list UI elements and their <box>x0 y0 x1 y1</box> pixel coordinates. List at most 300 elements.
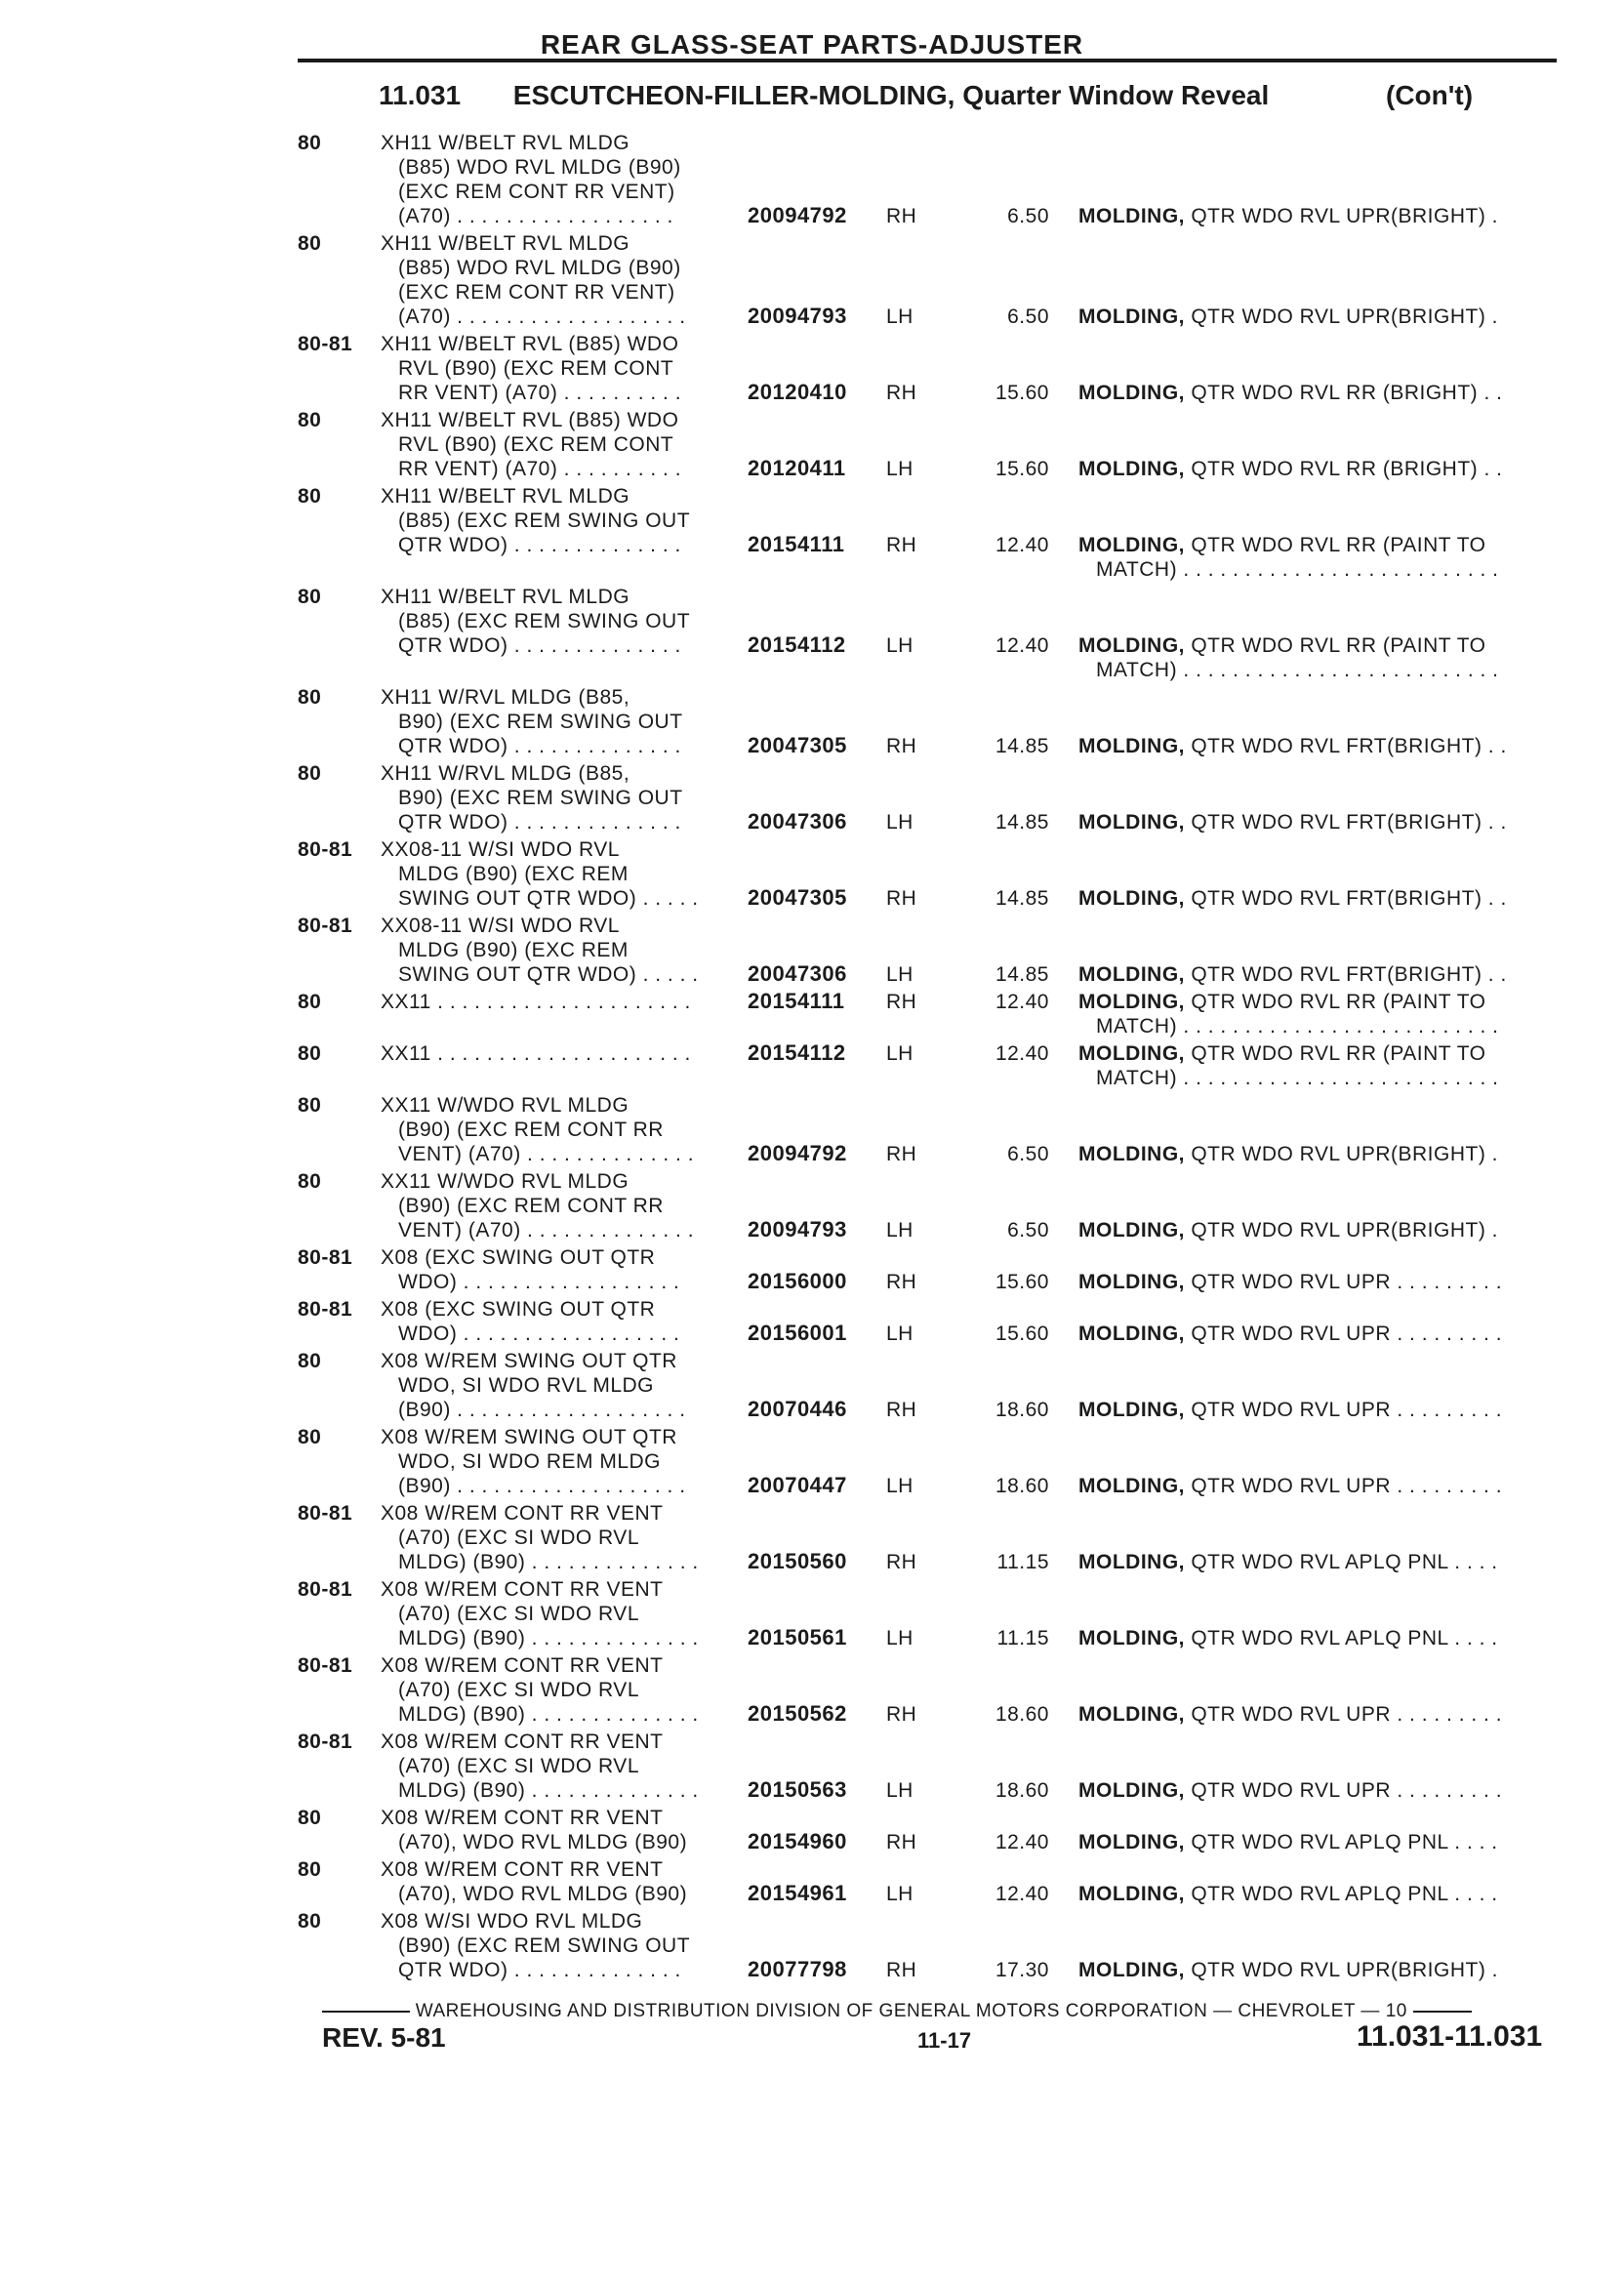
part-name-type: MOLDING, <box>1078 1399 1185 1421</box>
part-name-detail: QTR WDO RVL UPR . . . . . . . . . <box>1185 1399 1503 1421</box>
description-line: XX08-11 W/SI WDO RVL <box>381 915 620 937</box>
entry-description <box>381 408 751 481</box>
price: 15.60 <box>995 382 1049 404</box>
description-line: (A70) . . . . . . . . . . . . . . . . . . <box>398 205 673 227</box>
part-name-detail: QTR WDO RVL FRT(BRIGHT) . . <box>1185 735 1507 757</box>
part-name-detail: QTR WDO RVL UPR . . . . . . . . . <box>1185 1475 1503 1497</box>
description-line: QTR WDO) . . . . . . . . . . . . . . <box>398 735 681 757</box>
price: 14.85 <box>995 887 1049 910</box>
description-line: RR VENT) (A70) . . . . . . . . . . <box>398 382 682 404</box>
entry-description <box>381 1169 751 1242</box>
description-line: X08 W/SI WDO RVL MLDG <box>381 1910 643 1933</box>
part-name-type: MOLDING, <box>1078 205 1185 227</box>
part-number: 20150561 <box>748 1625 847 1649</box>
part-name <box>1078 1778 1557 1803</box>
parts-entry <box>0 914 1624 990</box>
entry-description <box>381 1730 751 1803</box>
part-number: 20047306 <box>748 809 847 834</box>
description-line: QTR WDO) . . . . . . . . . . . . . . <box>398 1959 681 1981</box>
part-name <box>1078 1041 1557 1090</box>
description-line: XH11 W/BELT RVL MLDG <box>381 485 630 508</box>
description-line: XX11 W/WDO RVL MLDG <box>381 1094 629 1117</box>
part-number: 20154961 <box>748 1881 847 1905</box>
part-name <box>1078 204 1557 228</box>
part-name-type: MOLDING, <box>1078 1551 1185 1573</box>
description-line: MLDG (B90) (EXC REM <box>398 863 629 885</box>
description-line: (A70), WDO RVL MLDG (B90) <box>398 1831 688 1853</box>
parts-entry <box>0 332 1624 408</box>
price: 6.50 <box>1007 1219 1049 1242</box>
section-heading <box>379 80 1550 111</box>
parts-entry <box>0 1909 1624 1985</box>
entry-description <box>381 1577 751 1650</box>
price: 18.60 <box>995 1399 1049 1421</box>
description-line: XH11 W/BELT RVL MLDG <box>381 586 630 608</box>
description-line: MLDG) (B90) . . . . . . . . . . . . . . <box>398 1627 699 1649</box>
part-name <box>1078 886 1557 911</box>
part-name-detail: QTR WDO RVL RR (PAINT TO <box>1185 991 1486 1013</box>
part-name-detail: QTR WDO RVL FRT(BRIGHT) . . <box>1185 887 1507 910</box>
description-line: X08 W/REM CONT RR VENT <box>381 1654 664 1677</box>
part-name-detail: QTR WDO RVL APLQ PNL . . . . <box>1185 1883 1498 1905</box>
entry-description <box>381 1093 751 1166</box>
parts-entry <box>0 585 1624 685</box>
part-name-detail: QTR WDO RVL UPR . . . . . . . . . <box>1185 1271 1503 1293</box>
part-name <box>1078 1958 1557 1982</box>
part-name <box>1078 734 1557 758</box>
section-subtitle: Quarter Window Reveal <box>962 80 1270 110</box>
part-name <box>1078 1626 1557 1650</box>
entry-year: 80 <box>298 1170 322 1193</box>
part-number: 20156000 <box>748 1269 847 1293</box>
description-line: X08 W/REM CONT RR VENT <box>381 1807 664 1829</box>
description-line: SWING OUT QTR WDO) . . . . . <box>398 887 699 910</box>
entry-year: 80 <box>298 1807 322 1829</box>
description-line: (A70), WDO RVL MLDG (B90) <box>398 1883 688 1905</box>
description-line: (A70) (EXC SI WDO RVL <box>398 1679 639 1701</box>
part-name <box>1078 457 1557 481</box>
parts-entry <box>0 1349 1624 1425</box>
side-indicator: RH <box>886 887 917 910</box>
entry-year: 80-81 <box>298 1578 353 1601</box>
part-name <box>1078 633 1557 682</box>
description-line: VENT) (A70) . . . . . . . . . . . . . . <box>398 1143 695 1165</box>
revision-label: REV. 5-81 <box>322 2022 446 2053</box>
description-line: X08 W/REM CONT RR VENT <box>381 1578 664 1601</box>
description-line: XH11 W/RVL MLDG (B85, <box>381 762 630 785</box>
price: 12.40 <box>995 534 1049 556</box>
price: 12.40 <box>995 1042 1049 1065</box>
entry-year: 80-81 <box>298 333 353 355</box>
description-line: WDO) . . . . . . . . . . . . . . . . . . <box>398 1323 680 1345</box>
side-indicator: LH <box>886 1779 914 1802</box>
part-number: 20154112 <box>748 1040 846 1065</box>
side-indicator: LH <box>886 1323 914 1345</box>
entry-description <box>381 761 751 835</box>
side-indicator: LH <box>886 1219 914 1242</box>
price: 18.60 <box>995 1779 1049 1802</box>
parts-entry <box>0 484 1624 585</box>
price: 14.85 <box>995 963 1049 986</box>
description-line: WDO, SI WDO REM MLDG <box>398 1450 661 1473</box>
section-title: ESCUTCHEON-FILLER-MOLDING, <box>512 80 955 110</box>
entry-description <box>381 131 751 228</box>
part-name-continuation: MATCH) . . . . . . . . . . . . . . . . . . . . . . . . . . <box>1096 659 1499 681</box>
continued-label: (Con't) <box>1386 80 1474 110</box>
part-name-type: MOLDING, <box>1078 1143 1185 1165</box>
part-name <box>1078 810 1557 835</box>
parts-entry <box>0 1041 1624 1093</box>
entry-year: 80 <box>298 1350 322 1372</box>
description-line: MLDG) (B90) . . . . . . . . . . . . . . <box>398 1779 699 1802</box>
description-line: XH11 W/BELT RVL (B85) WDO <box>381 333 679 355</box>
parts-entry <box>0 231 1624 332</box>
parts-entry <box>0 761 1624 837</box>
part-number: 20154960 <box>748 1829 847 1853</box>
description-line: QTR WDO) . . . . . . . . . . . . . . <box>398 534 681 556</box>
side-indicator: RH <box>886 534 917 556</box>
footer-rule-right <box>1413 2011 1472 2013</box>
part-name-detail: QTR WDO RVL APLQ PNL . . . . <box>1185 1627 1498 1649</box>
description-line: (B85) (EXC REM SWING OUT <box>398 509 691 532</box>
part-name-type: MOLDING, <box>1078 634 1185 657</box>
entry-description <box>381 990 751 1014</box>
description-line: (B90) (EXC REM SWING OUT <box>398 1934 691 1957</box>
entry-year: 80 <box>298 1094 322 1117</box>
side-indicator: RH <box>886 1271 917 1293</box>
entry-description <box>381 1041 751 1066</box>
description-line: (B85) WDO RVL MLDG (B90) <box>398 156 681 179</box>
entry-year: 80 <box>298 1042 322 1065</box>
part-name-type: MOLDING, <box>1078 382 1185 404</box>
description-line: X08 W/REM SWING OUT QTR <box>381 1350 677 1372</box>
price: 11.15 <box>996 1627 1049 1649</box>
part-name-type: MOLDING, <box>1078 534 1185 556</box>
part-name <box>1078 1218 1557 1242</box>
part-name <box>1078 1474 1557 1498</box>
entry-year: 80-81 <box>298 1654 353 1677</box>
part-name-detail: QTR WDO RVL RR (PAINT TO <box>1185 634 1486 657</box>
parts-entry <box>0 685 1624 761</box>
description-line: (A70) (EXC SI WDO RVL <box>398 1755 639 1777</box>
side-indicator: LH <box>886 963 914 986</box>
side-indicator: RH <box>886 1831 917 1853</box>
part-number: 20094792 <box>748 1141 847 1165</box>
part-name-type: MOLDING, <box>1078 887 1185 910</box>
price: 12.40 <box>995 1883 1049 1905</box>
part-number: 20077798 <box>748 1957 847 1981</box>
part-name <box>1078 1882 1557 1906</box>
description-line: MLDG) (B90) . . . . . . . . . . . . . . <box>398 1703 699 1726</box>
description-line: X08 W/REM SWING OUT QTR <box>381 1426 677 1448</box>
description-line: MLDG) (B90) . . . . . . . . . . . . . . <box>398 1551 699 1573</box>
part-name-detail: QTR WDO RVL UPR(BRIGHT) . <box>1185 1143 1499 1165</box>
part-name <box>1078 1270 1557 1294</box>
description-line: WDO) . . . . . . . . . . . . . . . . . . <box>398 1271 680 1293</box>
part-number: 20094792 <box>748 203 847 227</box>
side-indicator: RH <box>886 1551 917 1573</box>
part-number: 20047305 <box>748 885 847 910</box>
description-line: X08 W/REM CONT RR VENT <box>381 1858 664 1881</box>
part-number: 20154112 <box>748 632 846 657</box>
side-indicator: RH <box>886 1959 917 1981</box>
entry-description <box>381 1909 751 1982</box>
part-number: 20120411 <box>748 456 846 480</box>
description-line: (B90) (EXC REM CONT RR <box>398 1195 664 1217</box>
description-line: XH11 W/BELT RVL MLDG <box>381 232 630 255</box>
entry-year: 80 <box>298 132 322 154</box>
part-name-type: MOLDING, <box>1078 1831 1185 1853</box>
part-name-detail: QTR WDO RVL RR (BRIGHT) . . <box>1185 382 1503 404</box>
part-number: 20094793 <box>748 304 847 328</box>
part-name-continuation: MATCH) . . . . . . . . . . . . . . . . . . . . . . . . . . <box>1096 1067 1499 1089</box>
side-indicator: RH <box>886 382 917 404</box>
description-line: (B90) . . . . . . . . . . . . . . . . . . . <box>398 1475 686 1497</box>
entry-year: 80 <box>298 1910 322 1933</box>
description-line: X08 W/REM CONT RR VENT <box>381 1502 664 1525</box>
side-indicator: LH <box>886 634 914 657</box>
part-name-detail: QTR WDO RVL UPR . . . . . . . . . <box>1185 1779 1503 1802</box>
description-line: XH11 W/RVL MLDG (B85, <box>381 686 630 709</box>
side-indicator: RH <box>886 1703 917 1726</box>
part-number: 20070446 <box>748 1397 847 1421</box>
entry-year: 80-81 <box>298 1502 353 1525</box>
part-name-type: MOLDING, <box>1078 1703 1185 1726</box>
entry-description <box>381 1857 751 1906</box>
part-name <box>1078 1398 1557 1422</box>
parts-entry <box>0 131 1624 231</box>
side-indicator: LH <box>886 305 914 328</box>
entry-year: 80-81 <box>298 1730 353 1753</box>
description-line: (A70) (EXC SI WDO RVL <box>398 1527 639 1549</box>
parts-list <box>0 131 1624 1985</box>
part-name-detail: QTR WDO RVL RR (BRIGHT) . . <box>1185 458 1503 480</box>
part-name <box>1078 1322 1557 1346</box>
description-line: (A70) (EXC SI WDO RVL <box>398 1603 639 1625</box>
part-name <box>1078 381 1557 405</box>
section-number: 11.031 <box>379 80 462 110</box>
price: 14.85 <box>995 811 1049 834</box>
price: 6.50 <box>1007 1143 1049 1165</box>
entry-year: 80-81 <box>298 838 353 861</box>
part-name-type: MOLDING, <box>1078 1883 1185 1905</box>
part-number: 20120410 <box>748 380 847 404</box>
section-range: 11.031-11.031 <box>1357 2020 1543 2053</box>
part-name-type: MOLDING, <box>1078 735 1185 757</box>
description-line: XX11 W/WDO RVL MLDG <box>381 1170 629 1193</box>
price: 18.60 <box>995 1475 1049 1497</box>
entry-description <box>381 837 751 911</box>
part-name-type: MOLDING, <box>1078 305 1185 328</box>
part-name-detail: QTR WDO RVL UPR(BRIGHT) . <box>1185 1959 1499 1981</box>
side-indicator: LH <box>886 1627 914 1649</box>
description-line: (B85) (EXC REM SWING OUT <box>398 610 691 632</box>
description-line: RVL (B90) (EXC REM CONT <box>398 433 674 456</box>
parts-entry <box>0 1425 1624 1501</box>
side-indicator: RH <box>886 1143 917 1165</box>
footer-publisher-text: WAREHOUSING AND DISTRIBUTION DIVISION OF GENERAL MOTORS CORPORATION — CHEVROLET — 10 <box>415 2001 1407 2021</box>
parts-entry <box>0 837 1624 914</box>
price: 11.15 <box>996 1551 1049 1573</box>
part-name-type: MOLDING, <box>1078 991 1185 1013</box>
footer-publisher <box>322 2001 1562 2022</box>
entry-description <box>381 1245 751 1294</box>
description-line: RR VENT) (A70) . . . . . . . . . . <box>398 458 682 480</box>
part-name <box>1078 962 1557 987</box>
price: 18.60 <box>995 1703 1049 1726</box>
part-name <box>1078 1702 1557 1727</box>
entry-year: 80 <box>298 485 322 508</box>
side-indicator: LH <box>886 1475 914 1497</box>
entry-description <box>381 1501 751 1574</box>
part-number: 20070447 <box>748 1473 847 1497</box>
part-number: 20047305 <box>748 733 847 757</box>
title-rule <box>298 59 1557 62</box>
entry-year: 80-81 <box>298 1298 353 1321</box>
description-line: SWING OUT QTR WDO) . . . . . <box>398 963 699 986</box>
entry-year: 80 <box>298 991 322 1013</box>
part-name-type: MOLDING, <box>1078 811 1185 834</box>
price: 15.60 <box>995 1323 1049 1345</box>
entry-year: 80 <box>298 1426 322 1448</box>
parts-entry <box>0 408 1624 484</box>
part-number: 20156001 <box>748 1321 847 1345</box>
side-indicator: RH <box>886 735 917 757</box>
part-name-type: MOLDING, <box>1078 1042 1185 1065</box>
price: 12.40 <box>995 991 1049 1013</box>
entry-description <box>381 1349 751 1422</box>
part-number: 20094793 <box>748 1217 847 1242</box>
part-name-continuation: MATCH) . . . . . . . . . . . . . . . . . . . . . . . . . . <box>1096 1015 1499 1038</box>
description-line: (B85) WDO RVL MLDG (B90) <box>398 257 681 279</box>
part-name-detail: QTR WDO RVL RR (PAINT TO <box>1185 534 1486 556</box>
description-line: (B90) (EXC REM CONT RR <box>398 1119 664 1141</box>
entry-year: 80-81 <box>298 915 353 937</box>
description-line: (A70) . . . . . . . . . . . . . . . . . . . <box>398 305 686 328</box>
part-name-continuation: MATCH) . . . . . . . . . . . . . . . . . . . . . . . . . . <box>1096 558 1499 581</box>
parts-entry <box>0 1245 1624 1297</box>
price: 6.50 <box>1007 205 1049 227</box>
parts-entry <box>0 1806 1624 1857</box>
description-line: B90) (EXC REM SWING OUT <box>398 711 683 733</box>
description-line: X08 W/REM CONT RR VENT <box>381 1730 664 1753</box>
footer-rule-left <box>322 2011 410 2013</box>
entry-year: 80 <box>298 232 322 255</box>
description-line: QTR WDO) . . . . . . . . . . . . . . <box>398 634 681 657</box>
part-name <box>1078 1830 1557 1854</box>
entry-description <box>381 484 751 557</box>
parts-entry <box>0 1730 1624 1806</box>
side-indicator: LH <box>886 1883 914 1905</box>
description-line: RVL (B90) (EXC REM CONT <box>398 357 674 380</box>
description-line: XX11 . . . . . . . . . . . . . . . . . . . . . <box>381 1042 691 1065</box>
description-line: (EXC REM CONT RR VENT) <box>398 181 675 203</box>
description-line: X08 (EXC SWING OUT QTR <box>381 1246 656 1269</box>
description-line: (EXC REM CONT RR VENT) <box>398 281 675 304</box>
part-name <box>1078 533 1557 582</box>
page-title: REAR GLASS-SEAT PARTS-ADJUSTER <box>540 29 1084 60</box>
part-name-detail: QTR WDO RVL RR (PAINT TO <box>1185 1042 1486 1065</box>
entry-description <box>381 1653 751 1727</box>
side-indicator: RH <box>886 205 917 227</box>
description-line: XH11 W/BELT RVL MLDG <box>381 132 630 154</box>
part-name-type: MOLDING, <box>1078 458 1185 480</box>
part-name-type: MOLDING, <box>1078 1475 1185 1497</box>
parts-entry <box>0 990 1624 1041</box>
part-number: 20150562 <box>748 1701 847 1726</box>
part-number: 20047306 <box>748 961 847 986</box>
part-name-type: MOLDING, <box>1078 1779 1185 1802</box>
parts-entry <box>0 1093 1624 1169</box>
entry-description <box>381 585 751 658</box>
parts-entry <box>0 1297 1624 1349</box>
parts-entry <box>0 1501 1624 1577</box>
part-name-detail: QTR WDO RVL FRT(BRIGHT) . . <box>1185 963 1507 986</box>
part-number: 20154111 <box>748 532 845 556</box>
entry-year: 80 <box>298 762 322 785</box>
page-number: 11-17 <box>917 2028 972 2053</box>
parts-entry <box>0 1577 1624 1653</box>
description-line: X08 (EXC SWING OUT QTR <box>381 1298 656 1321</box>
description-line: MLDG (B90) (EXC REM <box>398 939 629 961</box>
side-indicator: LH <box>886 1042 914 1065</box>
entry-description <box>381 231 751 329</box>
parts-entry <box>0 1857 1624 1909</box>
part-name-type: MOLDING, <box>1078 1959 1185 1981</box>
side-indicator: RH <box>886 1399 917 1421</box>
entry-year: 80 <box>298 1858 322 1881</box>
part-name-detail: QTR WDO RVL UPR . . . . . . . . . <box>1185 1703 1503 1726</box>
part-name-detail: QTR WDO RVL FRT(BRIGHT) . . <box>1185 811 1507 834</box>
part-name <box>1078 1142 1557 1166</box>
side-indicator: LH <box>886 811 914 834</box>
price: 15.60 <box>995 1271 1049 1293</box>
parts-entry <box>0 1169 1624 1245</box>
entry-description <box>381 685 751 758</box>
description-line: XH11 W/BELT RVL (B85) WDO <box>381 409 679 431</box>
part-name-type: MOLDING, <box>1078 963 1185 986</box>
part-number: 20150560 <box>748 1549 847 1573</box>
description-line: B90) (EXC REM SWING OUT <box>398 787 683 809</box>
description-line: WDO, SI WDO RVL MLDG <box>398 1374 655 1397</box>
part-name-type: MOLDING, <box>1078 1271 1185 1293</box>
entry-year: 80-81 <box>298 1246 353 1269</box>
part-number: 20150563 <box>748 1777 847 1802</box>
part-number: 20154111 <box>748 989 845 1013</box>
parts-entry <box>0 1653 1624 1730</box>
part-name-detail: QTR WDO RVL APLQ PNL . . . . <box>1185 1831 1498 1853</box>
entry-description <box>381 1297 751 1346</box>
description-line: QTR WDO) . . . . . . . . . . . . . . <box>398 811 681 834</box>
price: 6.50 <box>1007 305 1049 328</box>
price: 12.40 <box>995 634 1049 657</box>
entry-description <box>381 1425 751 1498</box>
part-name <box>1078 990 1557 1038</box>
side-indicator: LH <box>886 458 914 480</box>
price: 17.30 <box>995 1959 1049 1981</box>
side-indicator: RH <box>886 991 917 1013</box>
description-line: VENT) (A70) . . . . . . . . . . . . . . <box>398 1219 695 1242</box>
description-line: XX08-11 W/SI WDO RVL <box>381 838 620 861</box>
entry-description <box>381 914 751 987</box>
entry-year: 80 <box>298 686 322 709</box>
part-name <box>1078 1550 1557 1574</box>
part-name-detail: QTR WDO RVL UPR(BRIGHT) . <box>1185 205 1499 227</box>
entry-description <box>381 332 751 405</box>
part-name-detail: QTR WDO RVL UPR(BRIGHT) . <box>1185 305 1499 328</box>
part-name <box>1078 305 1557 329</box>
part-name-type: MOLDING, <box>1078 1323 1185 1345</box>
